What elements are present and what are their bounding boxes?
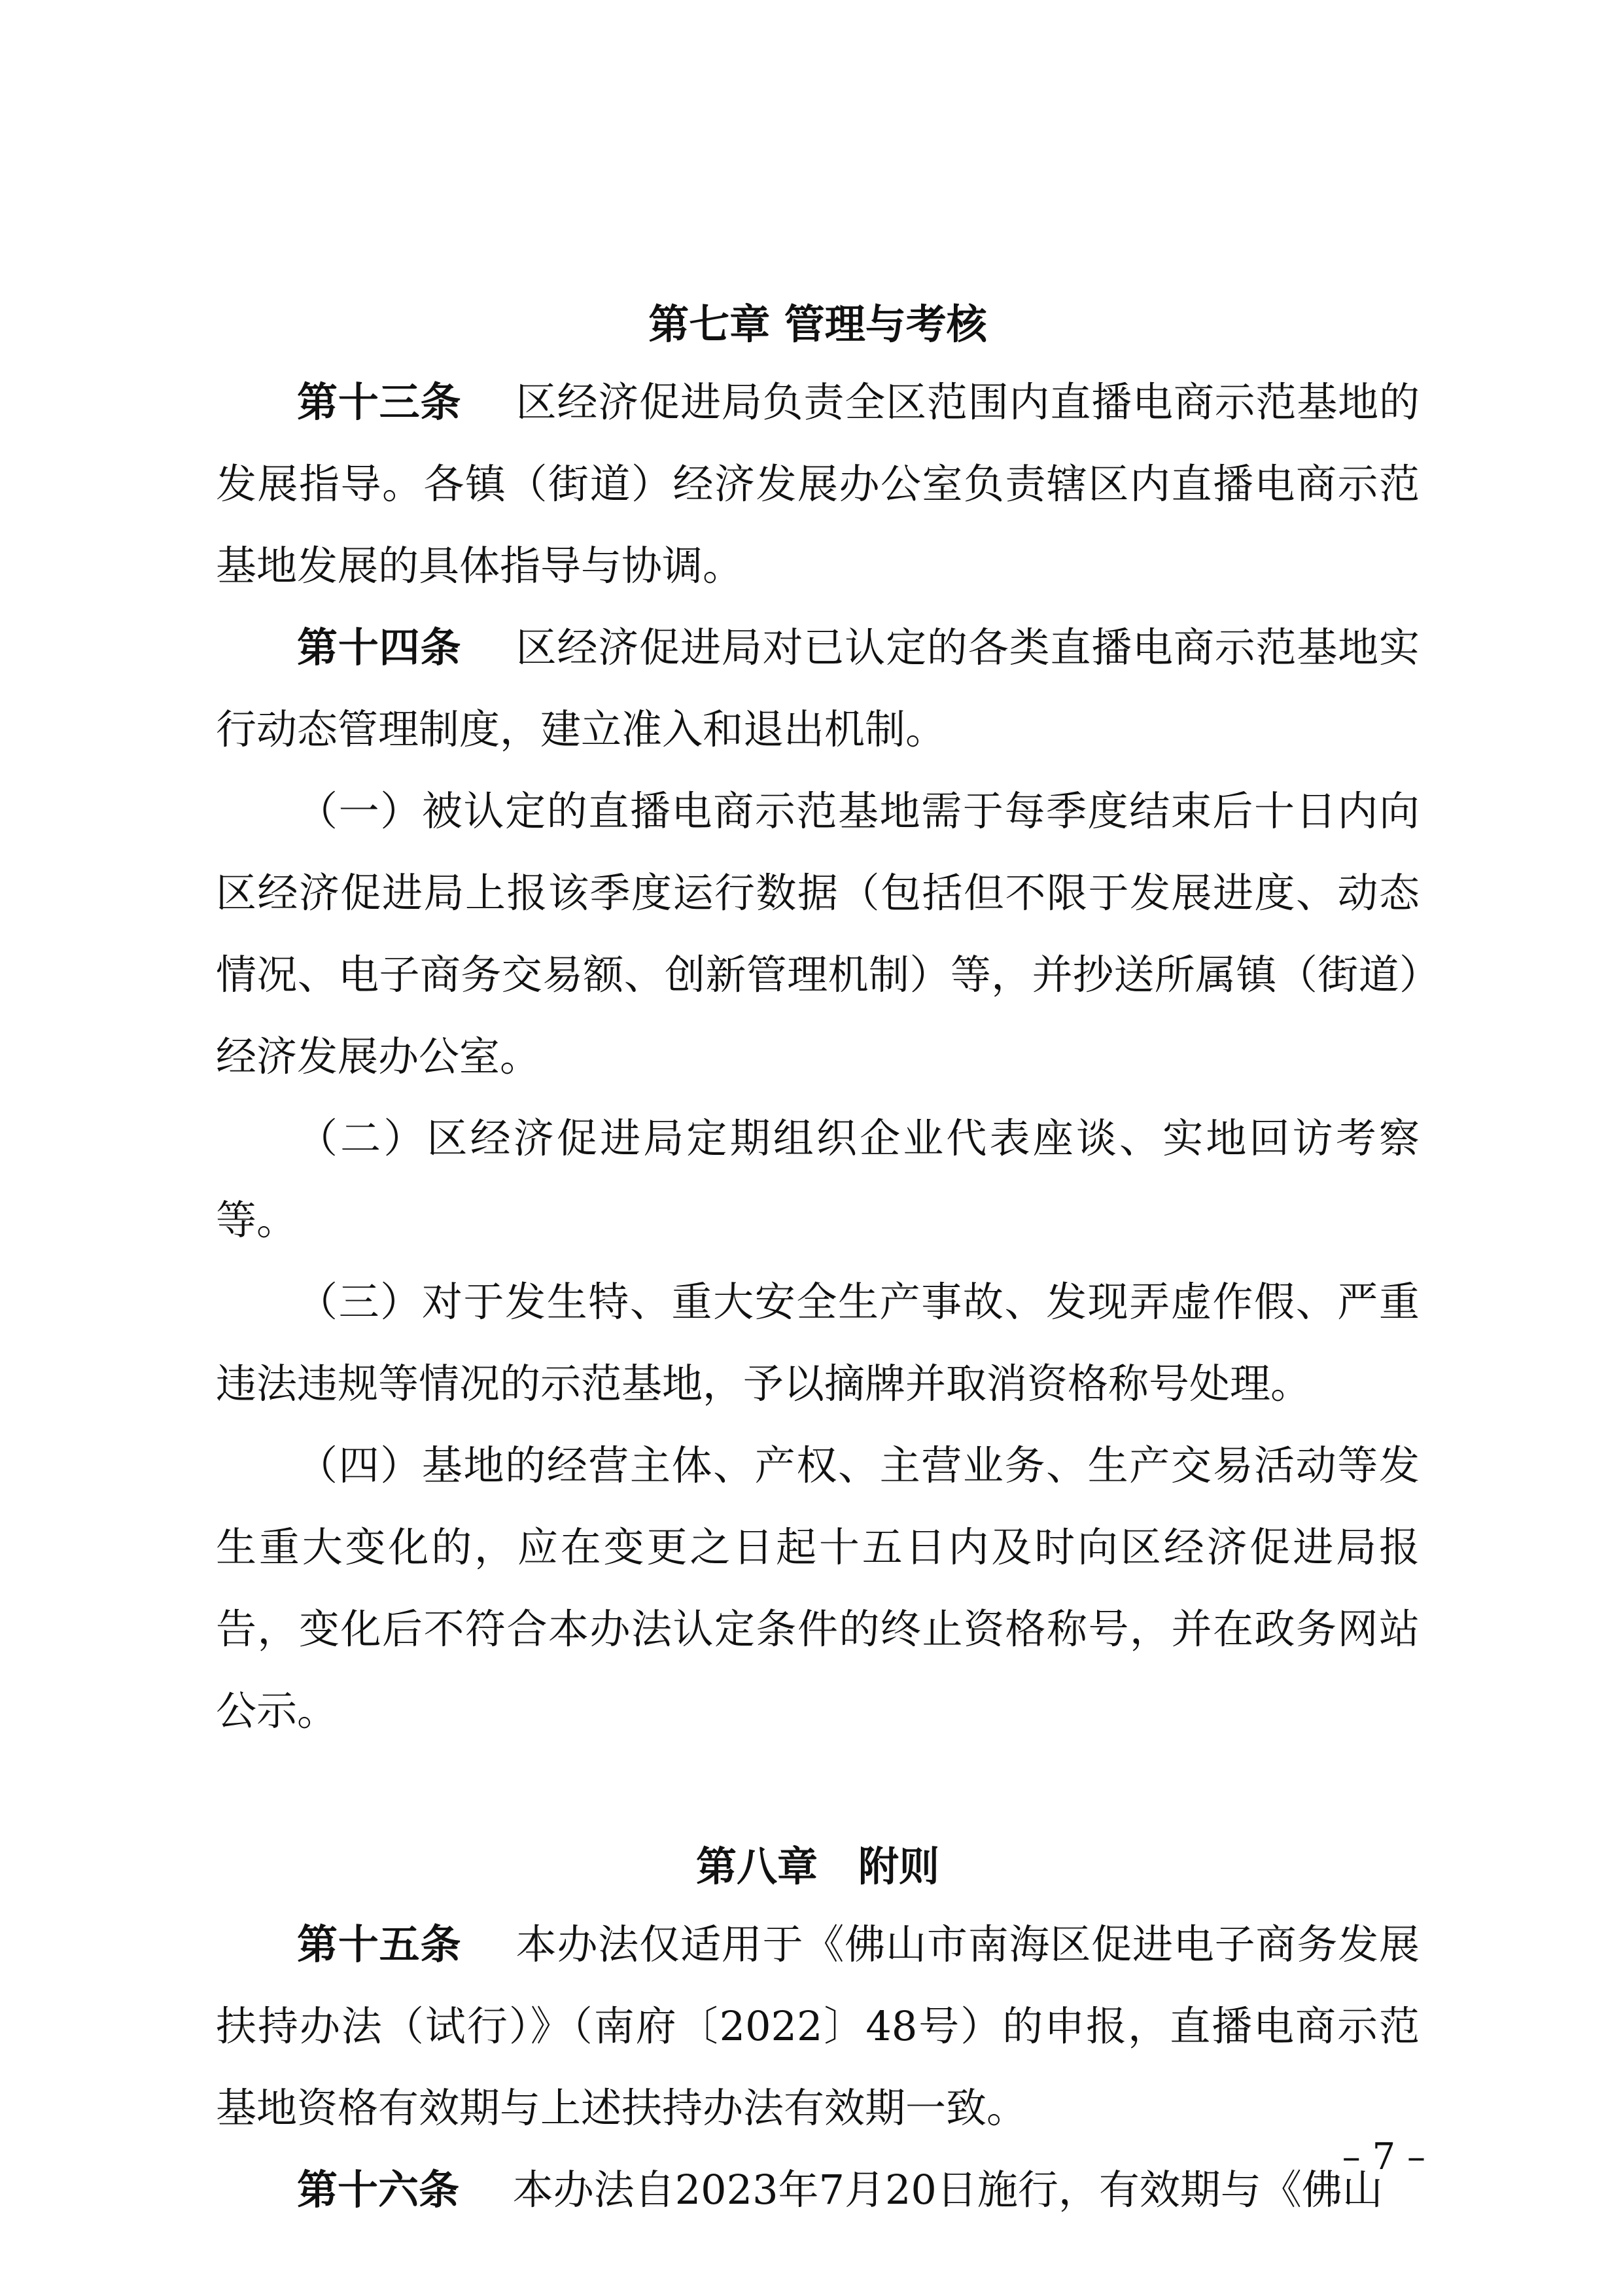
clause-paragraph: （三）对于发生特、重大安全生产事故、发现弄虚作假、严重违法违规等情况的示范基地，予以摘牌并取消资格称号处理。 [216, 1278, 1420, 1407]
article-paragraph [216, 1903, 1420, 2149]
article-label: 第十五条 [297, 1920, 462, 1968]
clause-paragraph: （四）基地的经营主体、产权、主营业务、生产交易活动等发生重大变化的，应在变更之日起十五日内及时向区经济促进局报告，变化后不符合本办法认定条件的终止资格称号，并在政务网站公示。 [216, 1441, 1420, 1735]
article-paragraph [216, 607, 1420, 770]
section-gap [216, 1752, 1420, 1830]
chapter-title: 第八章 附则 [695, 1843, 939, 1890]
chapter-title: 第七章 管理与考核 [648, 300, 987, 348]
article-paragraph [216, 2149, 1420, 2231]
article-text: 区经济促进局对已认定的各类直播电商示范基地实行动态管理制度，建立准入和退出机制。 [216, 624, 1420, 753]
article-label: 第十四条 [297, 624, 462, 671]
article-label: 第十六条 [297, 2166, 460, 2214]
article-text: 本办法仅适用于《佛山市南海区促进电子商务发展扶持办法（试行）》（南府〔2022〕48号）的申报，直播电商示范基地资格有效期与上述扶持办法有效期一致。 [216, 1920, 1420, 2132]
article-text: 本办法自2023年7月20日施行，有效期与《佛山 [512, 2166, 1383, 2214]
clause-paragraph: （二）区经济促进局定期组织企业代表座谈、实地回访考察等。 [216, 1114, 1420, 1244]
clause-paragraph: （一）被认定的直播电商示范基地需于每季度结束后十日内向区经济促进局上报该季度运行数据（包括但不限于发展进度、动态情况、电子商务交易额、创新管理机制）等，并抄送所属镇（街道）经济发展办公室。 [216, 787, 1420, 1080]
article-paragraph [216, 361, 1420, 607]
page-number: – 7 – [1342, 2136, 1425, 2178]
article-text: 区经济促进局负责全区范围内直播电商示范基地的发展指导。各镇（街道）经济发展办公室负责辖区内直播电商示范基地发展的具体指导与协调。 [216, 378, 1420, 590]
article-label: 第十三条 [297, 378, 462, 426]
page-content [216, 288, 1420, 2231]
